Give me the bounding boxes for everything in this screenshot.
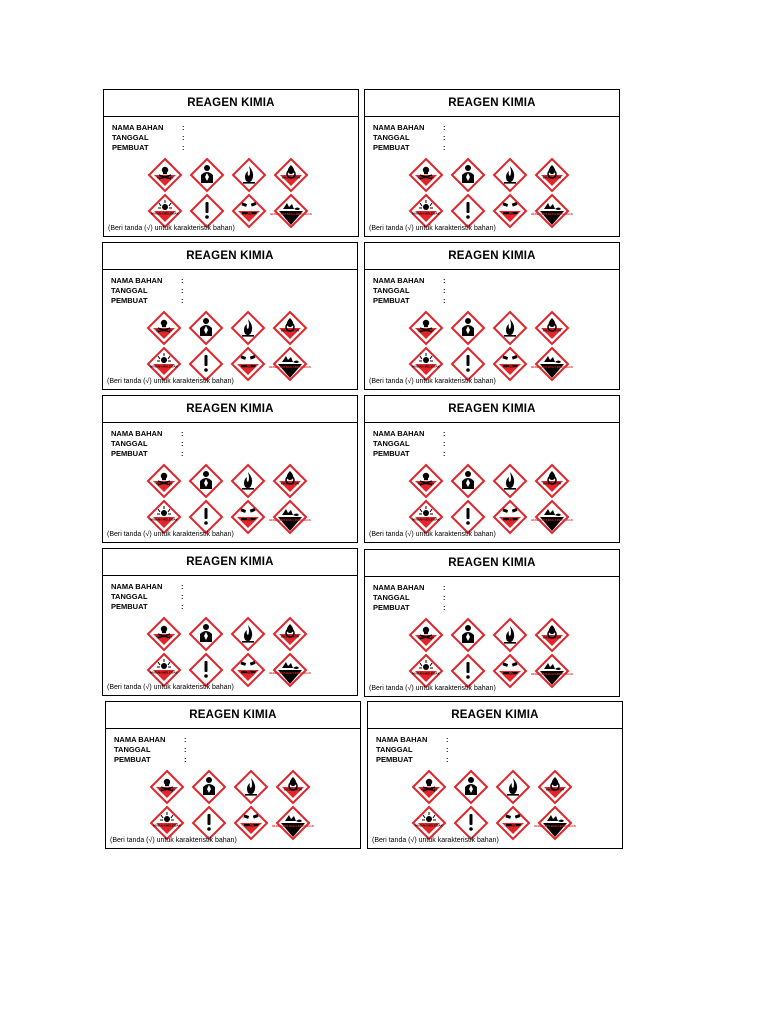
svg-text:KOROSIF: KOROSIF <box>502 211 518 216</box>
svg-text:KOROSIF: KOROSIF <box>240 517 256 522</box>
instruction-note: (Beri tanda (√) untuk karakteristik bahan) <box>369 225 496 232</box>
svg-text:BERACUN: BERACUN <box>418 328 434 333</box>
reagent-label-card <box>367 701 623 849</box>
field-name: NAMA BAHAN <box>111 582 163 591</box>
instruction-note: (Beri tanda (√) untuk karakteristik bahan) <box>369 685 496 692</box>
oxidizing-flame-icon[interactable] <box>273 617 307 651</box>
field-name: PEMBUAT <box>373 603 410 612</box>
field-separator: : <box>443 133 446 142</box>
svg-text:OKSIDATOR: OKSIDATOR <box>280 481 300 486</box>
field-separator: : <box>443 583 446 592</box>
flammable-flame-icon[interactable] <box>234 770 268 804</box>
field-separator: : <box>182 123 185 132</box>
health-hazard-icon[interactable] <box>192 770 226 804</box>
label-title: REAGEN KIMIA <box>103 243 357 270</box>
field-name: PEMBUAT <box>114 755 151 764</box>
label-fields <box>373 123 446 153</box>
svg-text:KOROSIF: KOROSIF <box>502 364 518 369</box>
reagent-label-card <box>364 395 620 543</box>
oxidizing-flame-icon[interactable] <box>535 464 569 498</box>
field-separator: : <box>184 745 187 754</box>
label-title: REAGEN KIMIA <box>365 243 619 270</box>
label-fields <box>111 276 184 306</box>
field-row[interactable] <box>373 429 446 439</box>
field-separator: : <box>443 603 446 612</box>
field-name: TANGGAL <box>111 592 148 601</box>
reagent-label-card <box>364 242 620 390</box>
irritant-exclamation-icon[interactable] <box>189 500 223 534</box>
field-row[interactable] <box>111 276 184 286</box>
field-name: NAMA BAHAN <box>373 123 425 132</box>
svg-text:BERBAHAYA BAGI LINGKUNGAN: BERBAHAYA BAGI LINGKUNGAN <box>534 825 576 828</box>
field-row[interactable] <box>114 745 187 755</box>
field-separator: : <box>181 296 184 305</box>
irritant-exclamation-icon[interactable] <box>190 194 224 228</box>
field-separator: : <box>181 276 184 285</box>
label-title: REAGEN KIMIA <box>368 702 622 729</box>
corrosive-icon[interactable] <box>493 654 527 688</box>
explosive-icon[interactable] <box>409 347 443 381</box>
field-separator: : <box>443 143 446 152</box>
field-separator: : <box>181 602 184 611</box>
field-name: PEMBUAT <box>376 755 413 764</box>
svg-text:MUDAH MELEDAK: MUDAH MELEDAK <box>412 671 440 676</box>
field-separator: : <box>443 439 446 448</box>
svg-text:OKSIDATOR: OKSIDATOR <box>280 634 300 639</box>
field-row[interactable] <box>111 296 184 306</box>
field-separator: : <box>181 449 184 458</box>
explosive-icon[interactable] <box>147 347 181 381</box>
label-fields <box>111 429 184 459</box>
reagent-label-card <box>102 548 358 696</box>
field-row[interactable] <box>376 755 449 765</box>
label-title: REAGEN KIMIA <box>365 550 619 577</box>
field-name: TANGGAL <box>373 439 410 448</box>
instruction-note: (Beri tanda (√) untuk karakteristik bahan) <box>372 837 499 844</box>
toxic-skull-icon[interactable] <box>412 770 446 804</box>
svg-text:BERBAHAYA BAGI LINGKUNGAN: BERBAHAYA BAGI LINGKUNGAN <box>269 519 311 522</box>
instruction-note: (Beri tanda (√) untuk karakteristik bahan) <box>107 378 234 385</box>
hazard-symbol-grid <box>409 464 573 534</box>
field-row[interactable] <box>373 123 446 133</box>
health-hazard-icon[interactable] <box>189 311 223 345</box>
field-name: NAMA BAHAN <box>111 429 163 438</box>
reagent-label-card <box>103 89 359 237</box>
svg-text:KOROSIF: KOROSIF <box>240 670 256 675</box>
oxidizing-flame-icon[interactable] <box>273 311 307 345</box>
flammable-flame-icon[interactable] <box>493 311 527 345</box>
hazard-symbol-grid <box>147 617 311 687</box>
irritant-exclamation-icon[interactable] <box>451 194 485 228</box>
svg-text:BERACUN: BERACUN <box>159 787 175 792</box>
svg-text:BERACUN: BERACUN <box>157 175 173 180</box>
field-separator: : <box>443 429 446 438</box>
field-name: TANGGAL <box>376 745 413 754</box>
field-separator: : <box>184 735 187 744</box>
environment-hazard-icon[interactable] <box>531 654 573 688</box>
toxic-skull-icon[interactable] <box>147 617 181 651</box>
field-separator: : <box>443 296 446 305</box>
oxidizing-flame-icon[interactable] <box>273 464 307 498</box>
field-name: NAMA BAHAN <box>373 429 425 438</box>
explosive-icon[interactable] <box>150 806 184 840</box>
corrosive-icon[interactable] <box>496 806 530 840</box>
field-name: NAMA BAHAN <box>112 123 164 132</box>
svg-text:BERBAHAYA BAGI LINGKUNGAN: BERBAHAYA BAGI LINGKUNGAN <box>531 519 573 522</box>
svg-text:MUDAH MELEDAK: MUDAH MELEDAK <box>150 517 178 522</box>
svg-text:OKSIDATOR: OKSIDATOR <box>542 175 562 180</box>
svg-text:MUDAH MELEDAK: MUDAH MELEDAK <box>153 823 181 828</box>
field-separator: : <box>443 276 446 285</box>
flammable-flame-icon[interactable] <box>231 617 265 651</box>
oxidizing-flame-icon[interactable] <box>535 311 569 345</box>
svg-text:BERACUN: BERACUN <box>156 481 172 486</box>
flammable-flame-icon[interactable] <box>493 618 527 652</box>
field-row[interactable] <box>111 439 184 449</box>
field-separator: : <box>443 593 446 602</box>
corrosive-icon[interactable] <box>234 806 268 840</box>
field-name: PEMBUAT <box>373 143 410 152</box>
svg-text:KOROSIF: KOROSIF <box>240 364 256 369</box>
svg-text:KOROSIF: KOROSIF <box>241 211 257 216</box>
field-name: PEMBUAT <box>111 602 148 611</box>
field-separator: : <box>181 429 184 438</box>
svg-text:BERACUN: BERACUN <box>418 481 434 486</box>
svg-text:OKSIDATOR: OKSIDATOR <box>542 328 562 333</box>
field-row[interactable] <box>373 296 446 306</box>
field-row[interactable] <box>111 286 184 296</box>
field-name: PEMBUAT <box>373 296 410 305</box>
label-fields <box>376 735 449 765</box>
svg-text:MUDAH MELEDAK: MUDAH MELEDAK <box>150 670 178 675</box>
health-hazard-icon[interactable] <box>189 617 223 651</box>
flammable-flame-icon[interactable] <box>493 464 527 498</box>
field-row[interactable] <box>373 133 446 143</box>
svg-text:BERBAHAYA BAGI LINGKUNGAN: BERBAHAYA BAGI LINGKUNGAN <box>269 366 311 369</box>
explosive-icon[interactable] <box>147 500 181 534</box>
label-fields <box>373 583 446 613</box>
explosive-icon[interactable] <box>409 654 443 688</box>
health-hazard-icon[interactable] <box>189 464 223 498</box>
explosive-icon[interactable] <box>409 500 443 534</box>
field-row[interactable] <box>373 439 446 449</box>
instruction-note: (Beri tanda (√) untuk karakteristik bahan) <box>107 684 234 691</box>
reagent-label-card <box>105 701 361 849</box>
label-title: REAGEN KIMIA <box>365 396 619 423</box>
svg-text:MUDAH MELEDAK: MUDAH MELEDAK <box>412 517 440 522</box>
field-row[interactable] <box>112 133 185 143</box>
label-title: REAGEN KIMIA <box>104 90 358 117</box>
field-row[interactable] <box>376 735 449 745</box>
environment-hazard-icon[interactable] <box>269 500 311 534</box>
label-fields <box>111 582 184 612</box>
field-row[interactable] <box>111 429 184 439</box>
health-hazard-icon[interactable] <box>451 311 485 345</box>
field-row[interactable] <box>111 449 184 459</box>
field-row[interactable] <box>373 593 446 603</box>
label-fields <box>114 735 187 765</box>
field-separator: : <box>446 735 449 744</box>
irritant-exclamation-icon[interactable] <box>451 347 485 381</box>
field-row[interactable] <box>373 276 446 286</box>
irritant-exclamation-icon[interactable] <box>192 806 226 840</box>
svg-text:OKSIDATOR: OKSIDATOR <box>280 328 300 333</box>
field-row[interactable] <box>373 286 446 296</box>
svg-text:OKSIDATOR: OKSIDATOR <box>283 787 303 792</box>
hazard-symbol-grid <box>148 158 312 228</box>
field-separator: : <box>446 755 449 764</box>
svg-text:BERBAHAYA BAGI LINGKUNGAN: BERBAHAYA BAGI LINGKUNGAN <box>531 673 573 676</box>
corrosive-icon[interactable] <box>493 347 527 381</box>
svg-text:BERBAHAYA BAGI LINGKUNGAN: BERBAHAYA BAGI LINGKUNGAN <box>531 366 573 369</box>
field-name: TANGGAL <box>111 439 148 448</box>
toxic-skull-icon[interactable] <box>148 158 182 192</box>
corrosive-icon[interactable] <box>231 347 265 381</box>
hazard-symbol-grid <box>409 618 573 688</box>
svg-text:OKSIDATOR: OKSIDATOR <box>281 175 301 180</box>
field-name: NAMA BAHAN <box>114 735 166 744</box>
toxic-skull-icon[interactable] <box>147 464 181 498</box>
field-name: PEMBUAT <box>373 449 410 458</box>
svg-text:BERACUN: BERACUN <box>156 328 172 333</box>
hazard-symbol-grid <box>409 158 573 228</box>
irritant-exclamation-icon[interactable] <box>189 347 223 381</box>
field-row[interactable] <box>373 603 446 613</box>
field-separator: : <box>446 745 449 754</box>
field-row[interactable] <box>111 602 184 612</box>
field-separator: : <box>443 123 446 132</box>
label-title: REAGEN KIMIA <box>103 549 357 576</box>
field-name: TANGGAL <box>111 286 148 295</box>
oxidizing-flame-icon[interactable] <box>535 158 569 192</box>
field-row[interactable] <box>373 449 446 459</box>
toxic-skull-icon[interactable] <box>409 311 443 345</box>
flammable-flame-icon[interactable] <box>493 158 527 192</box>
hazard-symbol-grid <box>147 464 311 534</box>
instruction-note: (Beri tanda (√) untuk karakteristik bahan) <box>369 531 496 538</box>
field-separator: : <box>181 592 184 601</box>
svg-text:BERBAHAYA BAGI LINGKUNGAN: BERBAHAYA BAGI LINGKUNGAN <box>531 213 573 216</box>
oxidizing-flame-icon[interactable] <box>274 158 308 192</box>
oxidizing-flame-icon[interactable] <box>535 618 569 652</box>
irritant-exclamation-icon[interactable] <box>451 500 485 534</box>
svg-text:MUDAH MELEDAK: MUDAH MELEDAK <box>412 211 440 216</box>
field-separator: : <box>184 755 187 764</box>
toxic-skull-icon[interactable] <box>409 464 443 498</box>
environment-hazard-icon[interactable] <box>531 500 573 534</box>
svg-text:OKSIDATOR: OKSIDATOR <box>545 787 565 792</box>
svg-text:KOROSIF: KOROSIF <box>243 823 259 828</box>
environment-hazard-icon[interactable] <box>270 194 312 228</box>
oxidizing-flame-icon[interactable] <box>538 770 572 804</box>
field-name: PEMBUAT <box>112 143 149 152</box>
health-hazard-icon[interactable] <box>451 464 485 498</box>
svg-text:BERBAHAYA BAGI LINGKUNGAN: BERBAHAYA BAGI LINGKUNGAN <box>270 213 312 216</box>
corrosive-icon[interactable] <box>231 653 265 687</box>
field-row[interactable] <box>111 582 184 592</box>
svg-text:MUDAH MELEDAK: MUDAH MELEDAK <box>151 211 179 216</box>
label-title: REAGEN KIMIA <box>103 396 357 423</box>
toxic-skull-icon[interactable] <box>147 311 181 345</box>
field-row[interactable] <box>112 143 185 153</box>
flammable-flame-icon[interactable] <box>232 158 266 192</box>
reagent-label-card <box>102 395 358 543</box>
corrosive-icon[interactable] <box>232 194 266 228</box>
health-hazard-icon[interactable] <box>190 158 224 192</box>
field-row[interactable] <box>114 735 187 745</box>
label-fields <box>373 429 446 459</box>
environment-hazard-icon[interactable] <box>531 194 573 228</box>
flammable-flame-icon[interactable] <box>231 464 265 498</box>
hazard-symbol-grid <box>147 311 311 381</box>
irritant-exclamation-icon[interactable] <box>454 806 488 840</box>
label-title: REAGEN KIMIA <box>106 702 360 729</box>
field-name: TANGGAL <box>373 133 410 142</box>
field-separator: : <box>181 439 184 448</box>
label-fields <box>112 123 185 153</box>
svg-text:OKSIDATOR: OKSIDATOR <box>542 481 562 486</box>
environment-hazard-icon[interactable] <box>269 653 311 687</box>
field-name: NAMA BAHAN <box>373 583 425 592</box>
environment-hazard-icon[interactable] <box>534 806 576 840</box>
health-hazard-icon[interactable] <box>454 770 488 804</box>
field-separator: : <box>182 143 185 152</box>
environment-hazard-icon[interactable] <box>272 806 314 840</box>
svg-text:KOROSIF: KOROSIF <box>502 517 518 522</box>
field-name: PEMBUAT <box>111 296 148 305</box>
explosive-icon[interactable] <box>412 806 446 840</box>
svg-text:BERACUN: BERACUN <box>418 175 434 180</box>
explosive-icon[interactable] <box>148 194 182 228</box>
svg-text:BERBAHAYA BAGI LINGKUNGAN: BERBAHAYA BAGI LINGKUNGAN <box>269 672 311 675</box>
environment-hazard-icon[interactable] <box>531 347 573 381</box>
field-name: TANGGAL <box>112 133 149 142</box>
health-hazard-icon[interactable] <box>451 158 485 192</box>
svg-text:OKSIDATOR: OKSIDATOR <box>542 635 562 640</box>
environment-hazard-icon[interactable] <box>269 347 311 381</box>
instruction-note: (Beri tanda (√) untuk karakteristik bahan) <box>108 225 235 232</box>
hazard-symbol-grid <box>412 770 576 840</box>
field-separator: : <box>181 286 184 295</box>
toxic-skull-icon[interactable] <box>409 618 443 652</box>
svg-text:MUDAH MELEDAK: MUDAH MELEDAK <box>412 364 440 369</box>
svg-text:MUDAH MELEDAK: MUDAH MELEDAK <box>415 823 443 828</box>
field-name: NAMA BAHAN <box>111 276 163 285</box>
field-name: PEMBUAT <box>111 449 148 458</box>
field-row[interactable] <box>112 123 185 133</box>
field-row[interactable] <box>373 583 446 593</box>
instruction-note: (Beri tanda (√) untuk karakteristik bahan) <box>369 378 496 385</box>
field-name: TANGGAL <box>373 593 410 602</box>
field-separator: : <box>443 286 446 295</box>
field-separator: : <box>443 449 446 458</box>
reagent-label-card <box>364 549 620 697</box>
svg-text:KOROSIF: KOROSIF <box>505 823 521 828</box>
svg-text:BERACUN: BERACUN <box>156 634 172 639</box>
hazard-symbol-grid <box>150 770 314 840</box>
explosive-icon[interactable] <box>147 653 181 687</box>
svg-text:KOROSIF: KOROSIF <box>502 671 518 676</box>
toxic-skull-icon[interactable] <box>150 770 184 804</box>
svg-text:MUDAH MELEDAK: MUDAH MELEDAK <box>150 364 178 369</box>
corrosive-icon[interactable] <box>493 500 527 534</box>
label-fields <box>373 276 446 306</box>
field-separator: : <box>182 133 185 142</box>
flammable-flame-icon[interactable] <box>496 770 530 804</box>
oxidizing-flame-icon[interactable] <box>276 770 310 804</box>
instruction-note: (Beri tanda (√) untuk karakteristik bahan) <box>107 531 234 538</box>
svg-text:BERACUN: BERACUN <box>421 787 437 792</box>
svg-text:BERBAHAYA BAGI LINGKUNGAN: BERBAHAYA BAGI LINGKUNGAN <box>272 825 314 828</box>
instruction-note: (Beri tanda (√) untuk karakteristik bahan) <box>110 837 237 844</box>
explosive-icon[interactable] <box>409 194 443 228</box>
field-name: NAMA BAHAN <box>373 276 425 285</box>
field-separator: : <box>181 582 184 591</box>
toxic-skull-icon[interactable] <box>409 158 443 192</box>
irritant-exclamation-icon[interactable] <box>451 654 485 688</box>
hazard-symbol-grid <box>409 311 573 381</box>
field-row[interactable] <box>114 755 187 765</box>
irritant-exclamation-icon[interactable] <box>189 653 223 687</box>
label-title: REAGEN KIMIA <box>365 90 619 117</box>
field-name: TANGGAL <box>373 286 410 295</box>
reagent-label-card <box>364 89 620 237</box>
field-name: NAMA BAHAN <box>376 735 428 744</box>
corrosive-icon[interactable] <box>231 500 265 534</box>
field-name: TANGGAL <box>114 745 151 754</box>
svg-text:BERACUN: BERACUN <box>418 635 434 640</box>
reagent-label-card <box>102 242 358 390</box>
field-row[interactable] <box>111 592 184 602</box>
field-row[interactable] <box>376 745 449 755</box>
field-row[interactable] <box>373 143 446 153</box>
health-hazard-icon[interactable] <box>451 618 485 652</box>
flammable-flame-icon[interactable] <box>231 311 265 345</box>
corrosive-icon[interactable] <box>493 194 527 228</box>
